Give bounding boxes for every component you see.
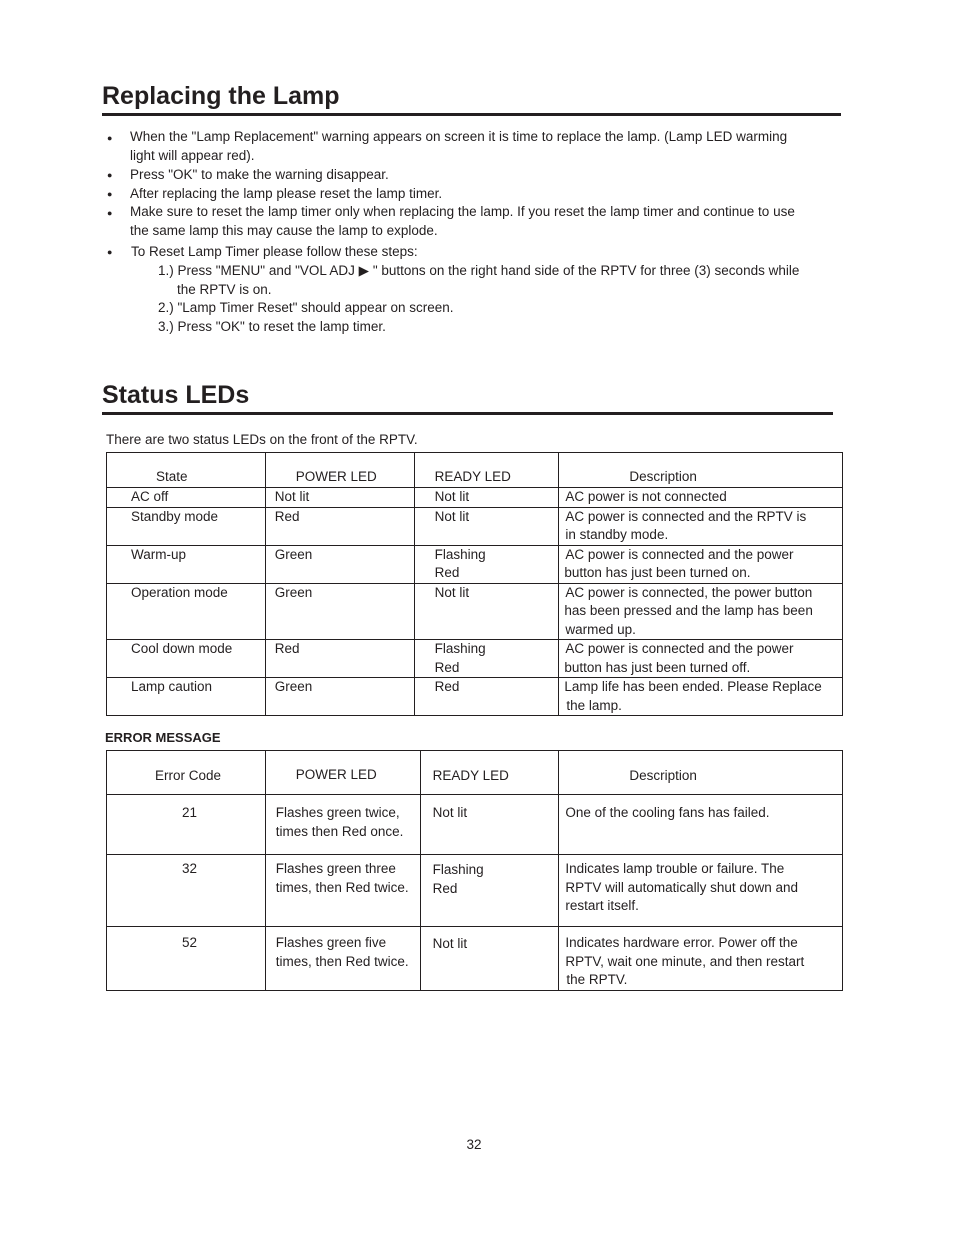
table-row xyxy=(107,795,843,855)
bullet-item: Press "OK" to make the warning disappear. xyxy=(130,167,389,182)
desc-text: the lamp. xyxy=(566,697,622,713)
ready-text: Not lit xyxy=(432,936,468,951)
desc-cell xyxy=(559,927,843,991)
table-header-row xyxy=(107,453,843,488)
desc-text: RPTV, wait one minute, and then restart xyxy=(565,953,805,969)
desc-cell xyxy=(559,488,843,508)
desc-text: One of the cooling fans has failed. xyxy=(565,805,770,820)
state-cell xyxy=(107,545,266,583)
title-underline xyxy=(102,113,841,116)
desc-text: AC power is not connected xyxy=(565,489,727,504)
desc-text: Indicates hardware error. Power off the xyxy=(565,935,798,950)
code-cell xyxy=(107,927,266,991)
ready-cell xyxy=(414,583,559,640)
power-text: Red xyxy=(274,641,300,656)
power-cell xyxy=(265,795,420,855)
desc-cell xyxy=(559,507,843,545)
ready-cell xyxy=(414,545,559,583)
power-cell xyxy=(265,507,414,545)
power-cell xyxy=(265,640,414,678)
ready-text: Flashing xyxy=(434,546,486,562)
bullet-dot: ● xyxy=(107,170,113,180)
code-cell xyxy=(107,795,266,855)
desc-text: RPTV will automatically shut down and xyxy=(565,879,798,895)
state-text: Standby mode xyxy=(131,508,219,524)
state-text: AC off xyxy=(131,489,169,504)
header-cell xyxy=(559,751,843,795)
bullet-line: light will appear red). xyxy=(130,147,255,163)
bullet-line: the same lamp this may cause the lamp to explode. xyxy=(130,222,438,238)
reset-step: 3.) Press "OK" to reset the lamp timer. xyxy=(158,319,386,334)
header-label: READY LED xyxy=(432,768,509,783)
ready-text: Red xyxy=(432,880,458,896)
state-cell xyxy=(107,678,266,716)
table-row xyxy=(107,507,843,545)
desc-text: button has just been turned off. xyxy=(564,659,751,675)
header-cell xyxy=(107,751,266,795)
power-text: times then Red once. xyxy=(275,823,404,839)
power-cell xyxy=(265,545,414,583)
power-text: times, then Red twice. xyxy=(275,953,409,969)
power-cell xyxy=(265,855,420,927)
state-text: Lamp caution xyxy=(131,679,213,694)
bullet-item xyxy=(130,203,795,240)
bullet-item xyxy=(130,128,787,165)
power-text: Green xyxy=(274,584,313,600)
ready-text: Red xyxy=(434,565,460,580)
table-row xyxy=(107,640,843,678)
error-message-heading: ERROR MESSAGE xyxy=(105,730,221,745)
power-cell xyxy=(265,488,414,508)
desc-cell xyxy=(559,640,843,678)
ready-text: Red xyxy=(434,679,460,694)
ready-cell xyxy=(420,927,559,991)
desc-text: warmed up. xyxy=(565,621,636,637)
ready-text: Not lit xyxy=(434,584,470,600)
reset-step: 2.) "Lamp Timer Reset" should appear on screen. xyxy=(158,300,454,315)
table-row xyxy=(107,488,843,508)
desc-text: the RPTV. xyxy=(566,972,628,987)
ready-cell xyxy=(414,678,559,716)
desc-text: AC power is connected and the power xyxy=(565,546,794,562)
state-cell xyxy=(107,488,266,508)
header-label: Error Code xyxy=(155,768,222,783)
ready-cell xyxy=(414,640,559,678)
power-text: Flashes green twice, xyxy=(275,805,400,820)
ready-text: Red xyxy=(434,659,460,675)
state-cell xyxy=(107,640,266,678)
error-code-table xyxy=(106,750,843,991)
header-cell xyxy=(420,751,559,795)
ready-text: Flashing xyxy=(434,641,486,656)
bullet-dot: ● xyxy=(107,189,113,199)
code-text: 32 xyxy=(182,861,198,876)
desc-cell xyxy=(559,795,843,855)
desc-text: AC power is connected and the RPTV is xyxy=(565,508,807,524)
desc-text: Indicates lamp trouble or failure. The xyxy=(565,861,785,876)
desc-cell xyxy=(559,583,843,640)
state-text: Cool down mode xyxy=(131,641,233,656)
ready-text: Not lit xyxy=(434,508,470,524)
code-cell xyxy=(107,855,266,927)
header-cell xyxy=(265,453,414,488)
desc-text: has been pressed and the lamp has been xyxy=(564,603,813,618)
desc-text: in standby mode. xyxy=(565,527,669,542)
ready-text: Not lit xyxy=(434,489,470,504)
step-line: the RPTV is on. xyxy=(177,281,272,297)
step-line: 1.) Press "MENU" and "VOL ADJ ▶ " buttons on the right hand side of the RPTV for three (3) seconds while xyxy=(158,263,800,278)
page-number: 32 xyxy=(466,1137,482,1152)
power-text: times, then Red twice. xyxy=(275,879,409,895)
header-label: Description xyxy=(629,768,697,783)
table-row xyxy=(107,583,843,640)
header-label: Description xyxy=(629,469,697,484)
desc-text: Lamp life has been ended. Please Replace xyxy=(564,679,822,694)
ready-cell xyxy=(420,795,559,855)
power-cell xyxy=(265,678,414,716)
ready-cell xyxy=(414,507,559,545)
section-title-replacing-lamp: Replacing the Lamp xyxy=(102,82,340,110)
header-label: State xyxy=(156,469,188,484)
bullet-item: After replacing the lamp please reset the lamp timer. xyxy=(130,186,443,201)
power-text: Not lit xyxy=(274,489,310,504)
table-header-row xyxy=(107,751,843,795)
ready-cell xyxy=(420,855,559,927)
state-cell xyxy=(107,507,266,545)
desc-text: restart itself. xyxy=(565,898,639,913)
power-text: Flashes green five xyxy=(275,935,387,950)
bullet-line: Make sure to reset the lamp timer only when replacing the lamp. If you reset the lamp timer and continue to use xyxy=(130,204,795,219)
table-row xyxy=(107,927,843,991)
bullet-dot: ● xyxy=(107,208,113,218)
bullet-dot: ● xyxy=(107,133,113,143)
header-cell xyxy=(414,453,559,488)
power-text: Green xyxy=(274,546,313,562)
power-text: Red xyxy=(274,508,300,524)
header-label: POWER LED xyxy=(295,767,377,782)
state-cell xyxy=(107,583,266,640)
desc-text: AC power is connected, the power button xyxy=(565,584,813,600)
status-intro: There are two status LEDs on the front of the RPTV. xyxy=(106,432,418,447)
table-row xyxy=(107,678,843,716)
header-label: READY LED xyxy=(434,469,511,484)
ready-text: Flashing xyxy=(432,862,484,877)
state-text: Operation mode xyxy=(131,584,228,600)
desc-cell xyxy=(559,545,843,583)
state-text: Warm-up xyxy=(131,546,187,562)
desc-cell xyxy=(559,678,843,716)
table-row xyxy=(107,545,843,583)
bullet-dot: ● xyxy=(107,247,113,257)
section-title-status-leds: Status LEDs xyxy=(102,381,250,409)
desc-text: AC power is connected and the power xyxy=(565,641,794,656)
status-led-table xyxy=(106,452,843,716)
reset-step xyxy=(158,262,799,299)
desc-text: button has just been turned on. xyxy=(564,565,751,580)
power-text: Green xyxy=(274,679,313,694)
code-text: 52 xyxy=(182,935,198,950)
table-row xyxy=(107,855,843,927)
bullet-line: When the "Lamp Replacement" warning appears on screen it is time to replace the lamp. (Lamp LED warming xyxy=(130,129,788,144)
header-cell xyxy=(559,453,843,488)
ready-text: Not lit xyxy=(432,805,468,820)
bullet-item: To Reset Lamp Timer please follow these steps: xyxy=(131,244,418,259)
desc-cell xyxy=(559,855,843,927)
header-cell xyxy=(265,751,420,795)
power-text: Flashes green three xyxy=(275,861,396,876)
code-text: 21 xyxy=(182,805,198,820)
header-label: POWER LED xyxy=(295,469,377,484)
title-underline xyxy=(102,412,833,415)
power-cell xyxy=(265,583,414,640)
power-cell xyxy=(265,927,420,991)
header-cell xyxy=(107,453,266,488)
ready-cell xyxy=(414,488,559,508)
